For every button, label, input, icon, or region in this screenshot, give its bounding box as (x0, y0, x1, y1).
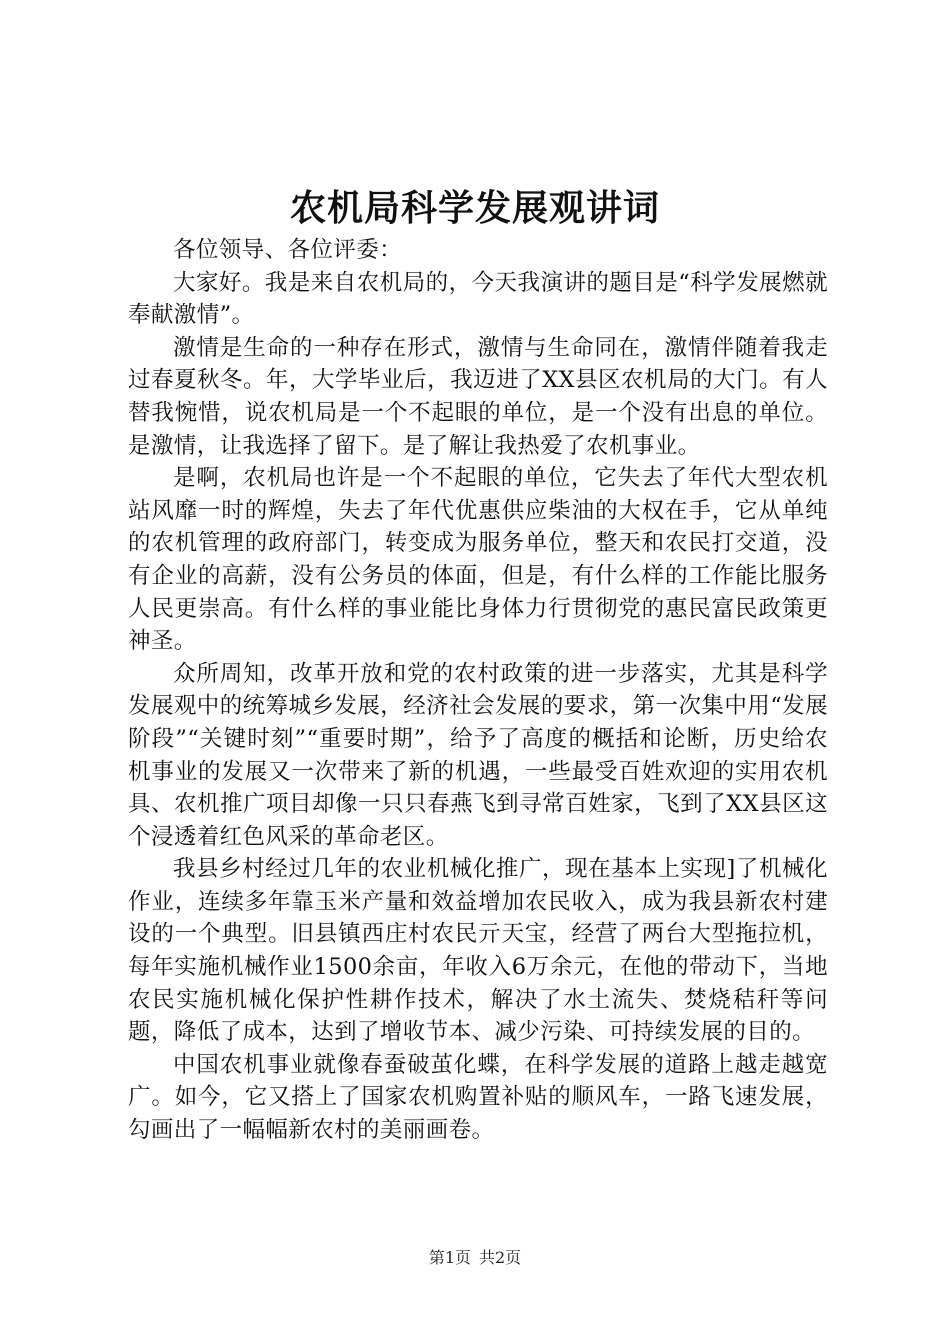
page-footer (0, 1246, 950, 1270)
paragraph: 激情是生命的一种存在形式，激情与生命同在，激情伴随着我走过春夏秋冬。年，大学毕业后，我迈进了XX县区农机局的大门。有人替我惋惜，说农机局是一个不起眼的单位，是一个没有出息的单位。是激情，让我选择了留下。是了解让我热爱了农机事业。 (128, 334, 828, 459)
paragraph: 是啊，农机局也许是一个不起眼的单位，它失去了年代大型农机站风靡一时的辉煌，失去了年代优惠供应柴油的大权在手，它从单纯的农机管理的政府部门，转变成为服务单位，整天和农民打交道，没有企业的高薪，没有公务员的体面，但是，有什么样的工作能比服务人民更崇高。有什么样的事业能比身体力行贯彻党的惠民富民政策更神圣。 (128, 465, 828, 655)
document-title: 农机局科学发展观讲词 (289, 187, 660, 229)
paragraph: 大家好。我是来自农机局的，今天我演讲的题目是“科学发展燃就奉献激情”。 (128, 269, 828, 329)
page-total: 共2页 (479, 1248, 522, 1267)
page-number: 第1页 (428, 1248, 471, 1267)
document-body (128, 234, 828, 1147)
salutation: 各位领导、各位评委： (173, 237, 403, 263)
paragraph: 众所周知，改革开放和党的农村政策的进一步落实，尤其是科学发展观中的统筹城乡发展，经济社会发展的要求，第一次集中用“发展阶段”“关键时刻”“重要时期”，给予了高度的概括和论断，历史给农机事业的发展又一次带来了新的机遇，一些最受百姓欢迎的实用农机具、农机推广项目却像一只只春燕飞到寻常百姓家，飞到了XX县区这个浸透着红色风采的革命老区。 (128, 660, 828, 850)
paragraph: 中国农机事业就像春蚕破茧化蝶，在科学发展的道路上越走越宽广。如今，它又搭上了国家农机购置补贴的顺风车，一路飞速发展，勾画出了一幅幅新农村的美丽画卷。 (128, 1051, 828, 1144)
paragraph: 我县乡村经过几年的农业机械化推广，现在基本上实现]了机械化作业，连续多年靠玉米产量和效益增加农民收入，成为我县新农村建设的一个典型。旧县镇西庄村农民亓天宝，经营了两台大型拖拉机，每年实施机械作业1500余亩，年收入6万余元，在他的带动下，当地农民实施机械化保护性耕作技术，解决了水土流失、焚烧秸秆等问题，降低了成本，达到了增收节本、减少污染、可持续发展的目的。 (128, 856, 828, 1046)
